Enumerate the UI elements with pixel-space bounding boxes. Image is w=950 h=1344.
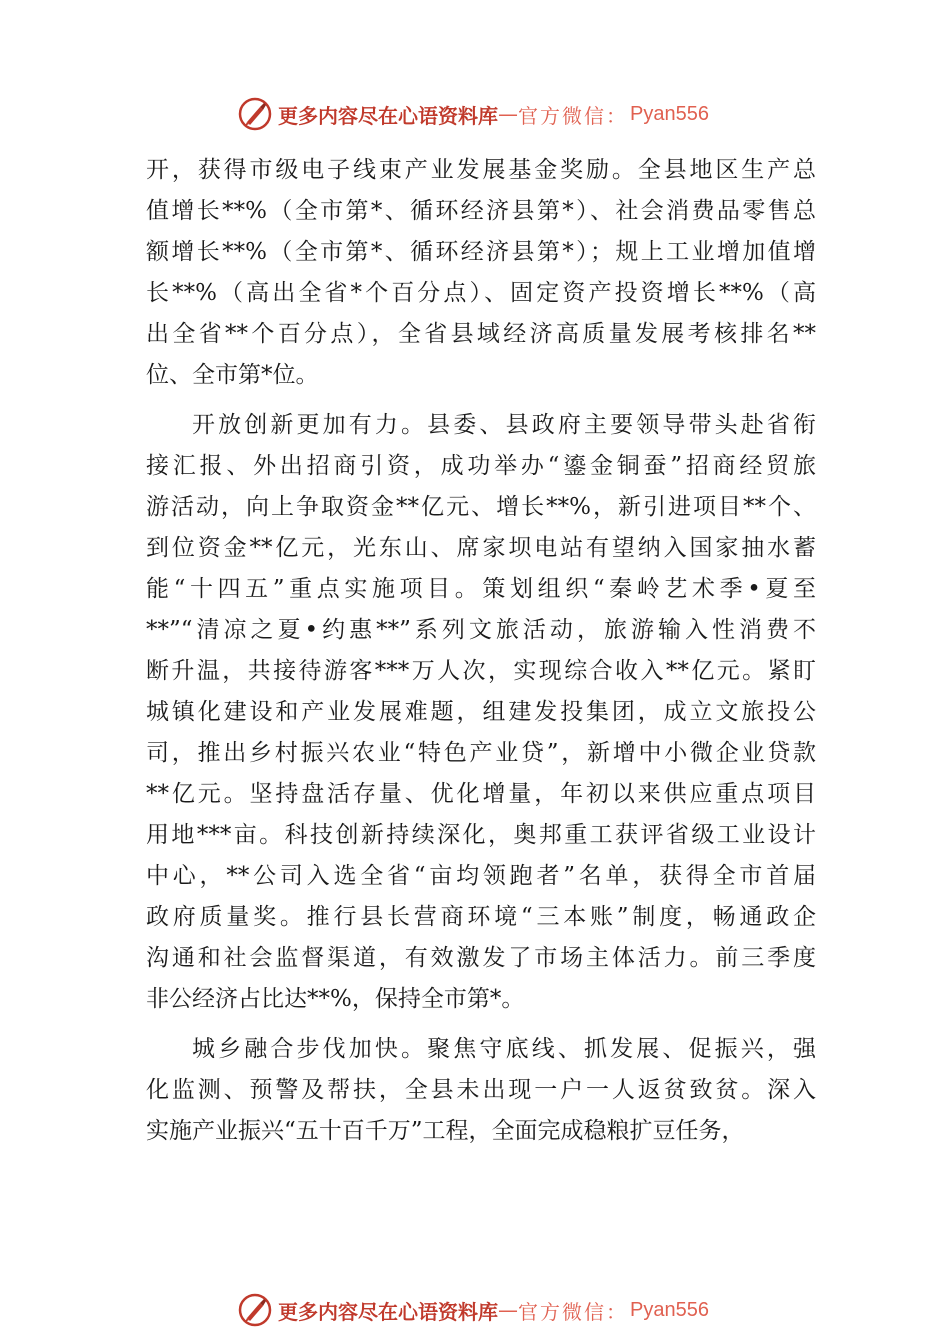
banner-separator: — bbox=[498, 1298, 518, 1322]
pen-logo-icon bbox=[238, 1293, 272, 1327]
banner-main-text: 更多内容尽在心语资料库 bbox=[278, 1299, 498, 1324]
banner-wechat-label: 官方微信： bbox=[518, 103, 628, 128]
text-line: 实施产业振兴“五十百千万”工程，全面完成稳粮扩豆任务， bbox=[146, 1118, 745, 1144]
text-line: 额增长**%（全市第*、循环经济县第*）；规上工业增加值增 bbox=[146, 239, 816, 265]
text-line: 能“十四五”重点实施项目。策划组织“秦岭艺术季•夏至 bbox=[146, 576, 816, 602]
text-line: 游活动，向上争取资金**亿元、增长**%，新引进项目**个、 bbox=[146, 494, 816, 520]
banner-wechat-id: Pyan556 bbox=[630, 102, 709, 125]
text-line: 化监测、预警及帮扶，全县未出现一户一人返贫致贫。深入 bbox=[146, 1077, 816, 1103]
text-line: 开放创新更加有力。县委、县政府主要领导带头赴省衔 bbox=[192, 412, 816, 438]
text-line: 开，获得市级电子线束产业发展基金奖励。全县地区生产总 bbox=[146, 157, 816, 183]
text-line: 中心，**公司入选全省“亩均领跑者”名单，获得全市首届 bbox=[146, 863, 816, 889]
text-line: 城镇化建设和产业发展难题，组建发投集团，成立文旅投公 bbox=[146, 699, 816, 725]
paragraph bbox=[146, 150, 816, 396]
text-line: **亿元。坚持盘活存量、优化增量，年初以来供应重点项目 bbox=[146, 781, 816, 807]
text-line: 断升温，共接待游客***万人次，实现综合收入**亿元。紧盯 bbox=[146, 658, 816, 684]
paragraph bbox=[146, 1029, 816, 1152]
footer-watermark-banner bbox=[0, 1290, 950, 1330]
text-line: 城乡融合步伐加快。聚焦守底线、抓发展、促振兴，强 bbox=[192, 1036, 816, 1062]
text-line: 值增长**%（全市第*、循环经济县第*）、社会消费品零售总 bbox=[146, 198, 816, 224]
banner-separator: — bbox=[498, 102, 518, 126]
text-line: 到位资金**亿元，光东山、席家坝电站有望纳入国家抽水蓄 bbox=[146, 535, 816, 561]
banner-wechat-id: Pyan556 bbox=[630, 1298, 709, 1321]
header-watermark-banner bbox=[0, 94, 950, 134]
text-line: 接汇报、外出招商引资，成功举办“鎏金铜蚕”招商经贸旅 bbox=[146, 453, 816, 479]
text-line: 长**%（高出全省*个百分点）、固定资产投资增长**%（高 bbox=[146, 280, 816, 306]
text-line: 位、全市第*位。 bbox=[146, 362, 319, 388]
text-line: 政府质量奖。推行县长营商环境“三本账”制度，畅通政企 bbox=[146, 904, 816, 930]
paragraph bbox=[146, 405, 816, 1020]
text-line: 出全省**个百分点），全省县域经济高质量发展考核排名** bbox=[146, 321, 816, 347]
text-line: 沟通和社会监督渠道，有效激发了市场主体活力。前三季度 bbox=[146, 945, 816, 971]
text-line: 非公经济占比达**%，保持全市第*。 bbox=[146, 986, 525, 1012]
pen-logo-icon bbox=[238, 97, 272, 131]
text-line: **”“清凉之夏•约惠**”系列文旅活动，旅游输入性消费不 bbox=[146, 617, 816, 643]
text-line: 用地***亩。科技创新持续深化，奥邦重工获评省级工业设计 bbox=[146, 822, 816, 848]
banner-wechat-label: 官方微信： bbox=[518, 1299, 628, 1324]
text-line: 司，推出乡村振兴农业“特色产业贷”，新增中小微企业贷款 bbox=[146, 740, 816, 766]
document-body bbox=[146, 150, 816, 1152]
banner-main-text: 更多内容尽在心语资料库 bbox=[278, 103, 498, 128]
